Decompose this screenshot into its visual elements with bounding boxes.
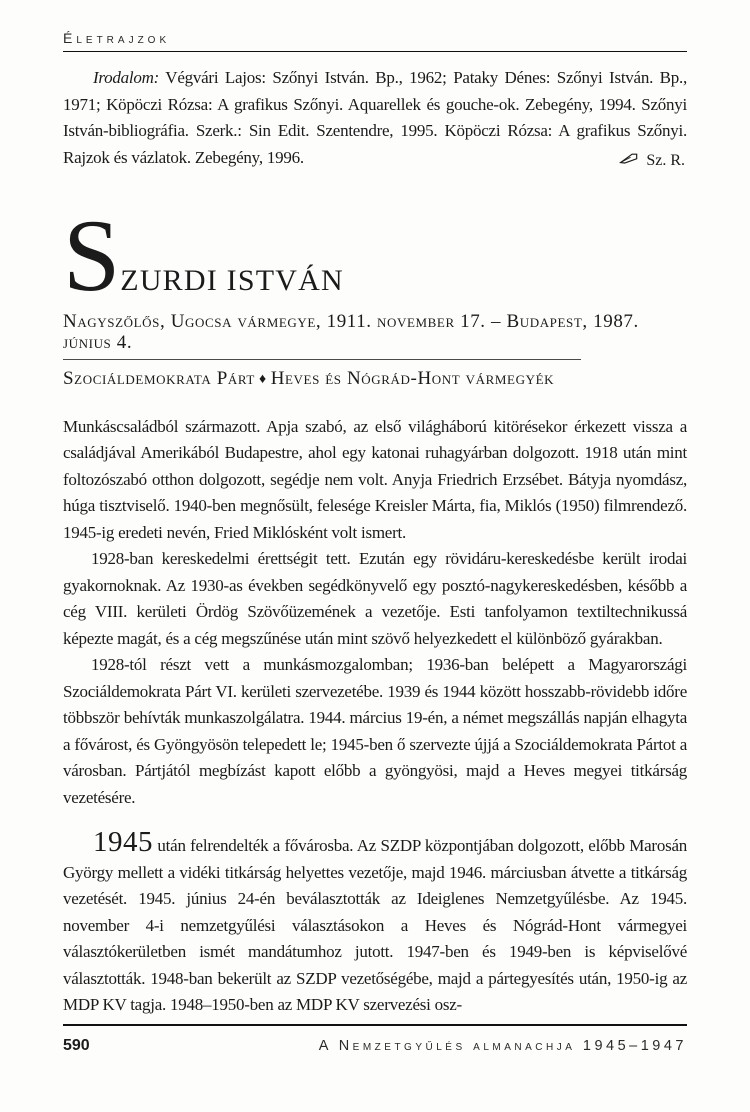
biography-body [63,414,687,1019]
year-lead: 1945 [93,826,153,859]
affiliation-line [63,369,687,390]
name-rest: ZURDI ISTVÁN [120,264,344,297]
affiliation-region: Heves és Nógrád-Hont vármegyék [270,367,555,389]
bibliography-label: Irodalom: [93,68,160,87]
header-rule [63,51,687,52]
signature [609,151,685,170]
entry-name [63,199,687,313]
bibliography-paragraph [63,65,687,171]
name-drop-cap: S [63,199,121,313]
paragraph-origin: Munkáscsaládból származott. Apja szabó, az első világháború kitörésekor érkezett vissza a családjával Amerikából Budapestre, ahol egy katonai ruhagyárban dolgozott. 1918 után mint foltozószabó otthon dolgozott, segédje nem volt. Anyja Friedrich Erzsébet. Bátyja nyomdász, húga tisztviselő. 1940-ben megnősült, felesége Kreisler Márta, fia, Miklós (1950) filmrendező. 1945-ig eredeti nevén, Fried Miklósként volt ismert. [63,416,687,542]
paragraph-movement: 1928-tól részt vett a munkásmozgalomban; 1936-ban belépett a Magyarországi Szociáldemokrata Párt VI. kerületi szervezetébe. 1939 és 1944 között hosszabb-rövidebb időre többször behívták munkaszolgálatra. 1944. március 19-én, a német megszállás napján elhagyta a fővárost, és Gyöngyösön telepedett le; 1945-ben ő szervezte újjá a Szociáldemokrata Pártot a városban. Pártjától megbízást kapott előbb a gyöngyösi, majd a Heves megyei titkárság vezetésére. [63,655,687,807]
page-footer [63,1024,687,1055]
signature-initials: Sz. R. [646,151,685,169]
running-head-title: Életrajzok [63,30,171,46]
page-number: 590 [63,1037,90,1054]
paragraph-education: 1928-ban kereskedelmi érettségit tett. Ezután egy rövidáru-kereskedésbe került irodai gyakornoknak. Az 1930-as években segédkönyvelő egy posztó-nagykereskedésben, később a cég VIII. kerületi Ördög Szövőüzemének a vezetője. Esti tanfolyamon textiltechnikussá képezte magát, és a cég megszűnése után mint szövő helyezkedett el különböző gyárakban. [63,549,687,648]
diamond-icon: ♦ [258,371,267,387]
paragraph-career [63,828,687,1019]
life-dates: Nagyszőlős, Ugocsa vármegye, 1911. november 17. – Budapest, 1987. június 4. [63,311,639,353]
pen-icon [619,151,639,170]
separator-rule [63,359,581,360]
book-title: A Nemzetgyűlés almanachja 1945–1947 [318,1038,687,1054]
affiliation-party: Szociáldemokrata Párt [63,367,255,389]
bibliography-block [63,65,687,171]
paragraph-career-text: után felrendelték a fővárosba. Az SZDP központjában dolgozott, előbb Marosán György mellett a vidéki titkárság helyettes vezetője, majd 1946. márciusban átvette a titkárság vezetését. 1945. június 24-én beválasztották az Ideiglenes Nemzetgyűlésbe. Az 1945. november 4-i nemzetgyűlési választásokon a Heves és Nógrád-Hont vármegyei választókerületben ismét mandátumhoz jutott. 1947-ben és 1949-ben is képviselővé választották. 1948-ban bekerült az SZDP vezetőségébe, majd a pártegyesítés után, 1950-ig az MDP KV tagja. 1948–1950-ben az MDP KV szervezési osz- [63,836,687,1015]
bibliography-text: Végvári Lajos: Szőnyi István. Bp., 1962; Pataky Dénes: Szőnyi István. Bp., 1971; Köpöczi Rózsa: A grafikus Szőnyi. Aquarellek és gouche-ok. Zebegény, 1994. Szőnyi István-bibliográfia. Szerk.: Sin Edit. Szentendre, 1995. Köpöczi Rózsa: A grafikus Szőnyi. Rajzok és vázlatok. Zebegény, 1996. [63,68,687,167]
